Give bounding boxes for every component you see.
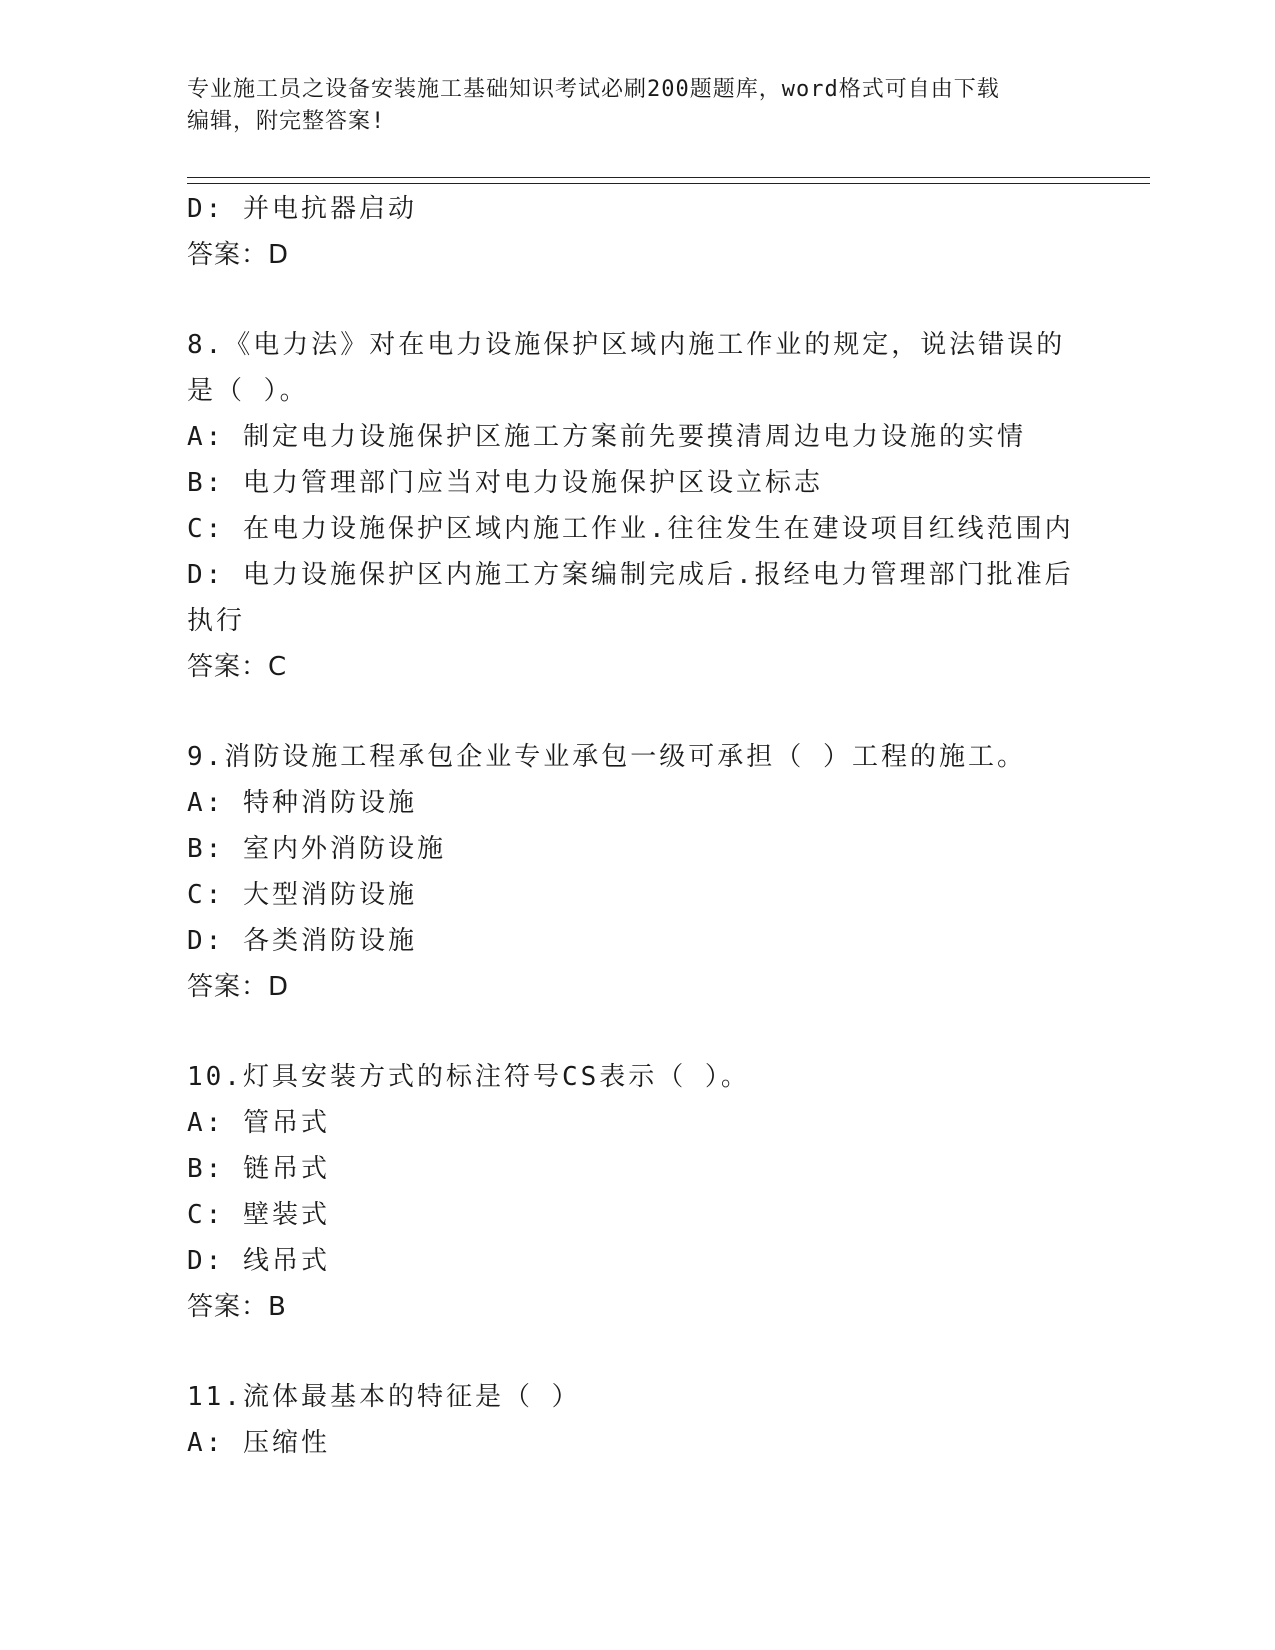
q10-answer: 答案：B [187, 1292, 287, 1322]
q10-option-a: A: 管吊式 [187, 1108, 330, 1138]
question-list [187, 186, 1087, 1466]
q9-answer: 答案：D [187, 972, 290, 1002]
question-7-tail [187, 186, 1087, 278]
question-10 [187, 1054, 1087, 1330]
q11-option-a: A: 压缩性 [187, 1428, 330, 1458]
q10-option-d: D: 线吊式 [187, 1246, 330, 1276]
q8-stem-line-2: 是（ ）。 [187, 376, 309, 406]
q8-option-a: A: 制定电力设施保护区施工方案前先要摸清周边电力设施的实情 [187, 422, 1026, 452]
header-title-line-1: 专业施工员之设备安装施工基础知识考试必刷200题题库，word格式可自由下载 [187, 77, 1000, 102]
q8-option-d-line-1: D: 电力设施保护区内施工方案编制完成后.报经电力管理部门批准后 [187, 560, 1074, 590]
header-divider-bottom [187, 183, 1150, 184]
q7-option-d: D: 并电抗器启动 [187, 194, 417, 224]
q8-answer: 答案：C [187, 652, 288, 682]
q10-option-c: C: 壁装式 [187, 1200, 330, 1230]
q9-option-c: C: 大型消防设施 [187, 880, 417, 910]
q8-option-b: B: 电力管理部门应当对电力设施保护区设立标志 [187, 468, 823, 498]
q9-option-b: B: 室内外消防设施 [187, 834, 446, 864]
q9-option-a: A: 特种消防设施 [187, 788, 417, 818]
question-11 [187, 1374, 1087, 1466]
q10-stem: 10.灯具安装方式的标注符号CS表示（ ）。 [187, 1062, 750, 1092]
q7-answer: 答案：D [187, 240, 290, 270]
document-header [187, 74, 1087, 138]
header-title-line-2: 编辑，附完整答案! [187, 109, 386, 134]
q8-option-c: C: 在电力设施保护区域内施工作业.往往发生在建设项目红线范围内 [187, 514, 1074, 544]
q10-option-b: B: 链吊式 [187, 1154, 330, 1184]
q11-stem: 11.流体最基本的特征是（ ） [187, 1382, 581, 1412]
header-divider-top [187, 177, 1150, 178]
q9-option-d: D: 各类消防设施 [187, 926, 417, 956]
question-9 [187, 734, 1087, 1010]
question-8 [187, 322, 1087, 690]
q8-stem-line-1: 8.《电力法》对在电力设施保护区域内施工作业的规定，说法错误的 [187, 330, 1066, 360]
q8-option-d-line-2: 执行 [187, 606, 246, 636]
q9-stem: 9.消防设施工程承包企业专业承包一级可承担（ ）工程的施工。 [187, 742, 1026, 772]
